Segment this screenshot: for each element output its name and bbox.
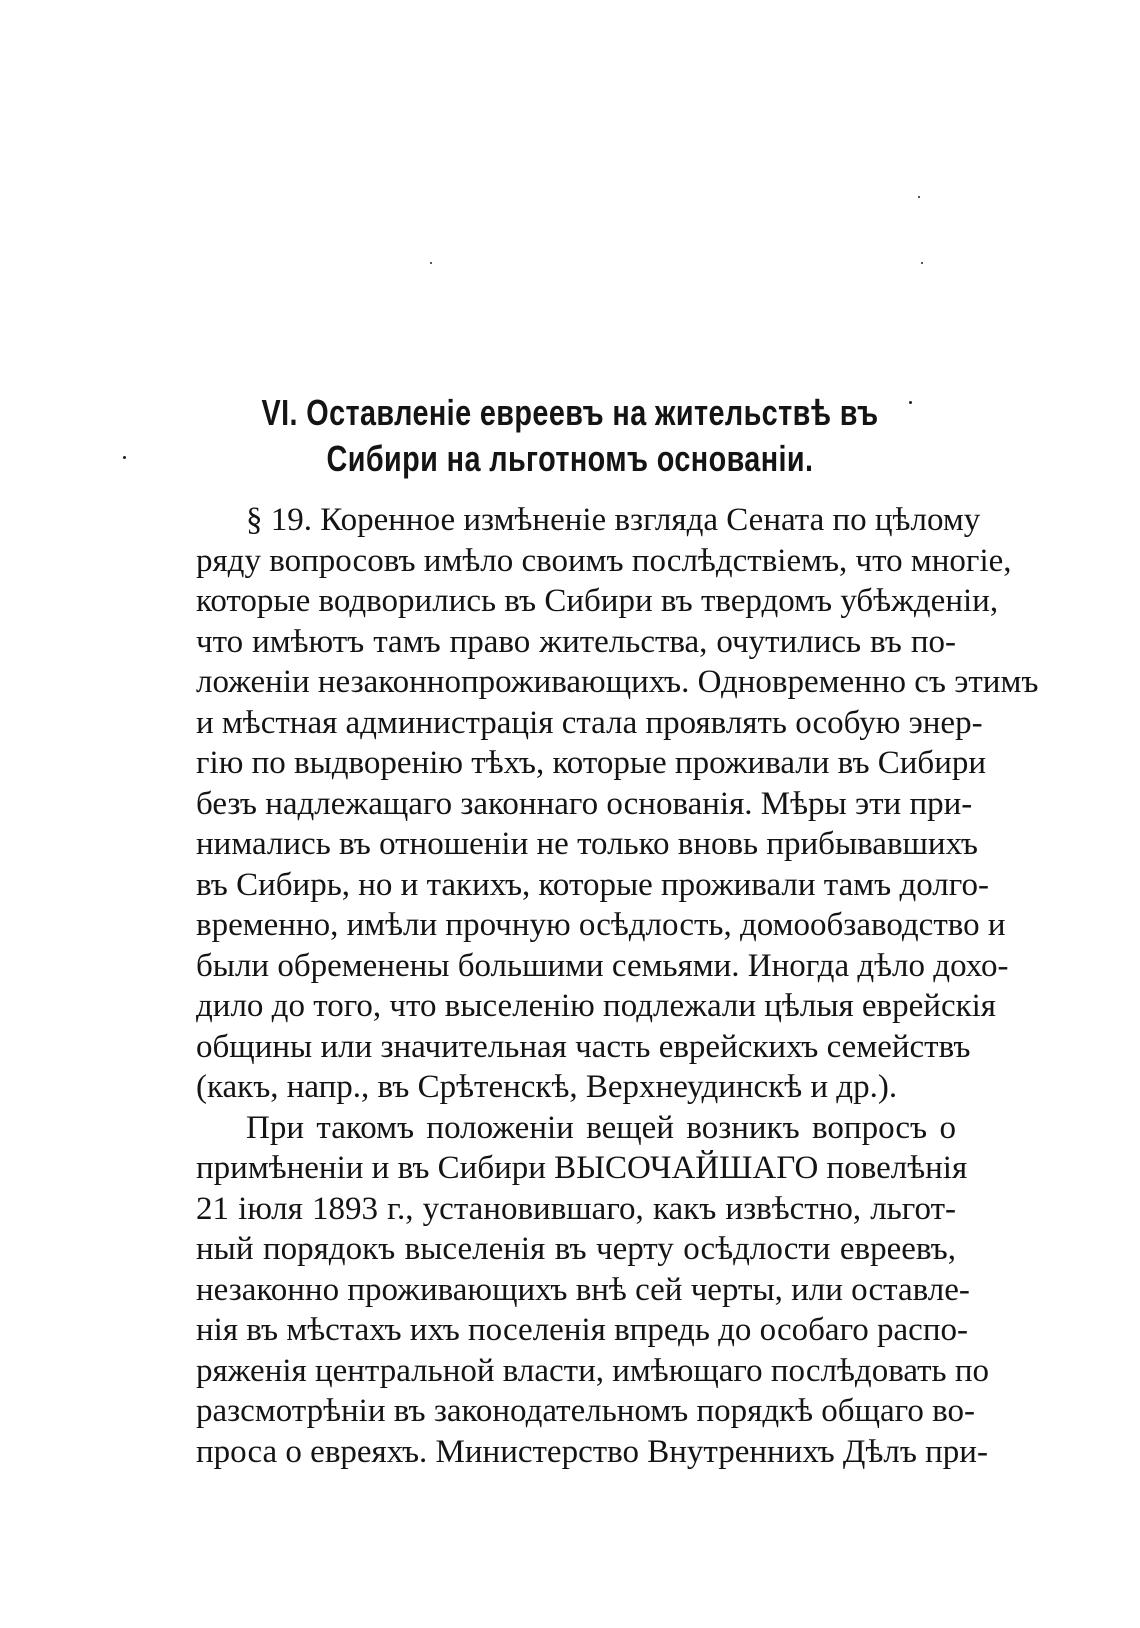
text-line: примѣненіи и въ Сибири ВЫСОЧАЙШАГО повелѣнія <box>196 1150 968 1186</box>
scan-speck <box>909 401 912 404</box>
text-line: общины или значительная часть еврейскихъ семействъ <box>196 1028 971 1065</box>
text-line: дило до того, что выселенію подлежали цѣлыя еврейскія <box>196 988 996 1024</box>
text-line: были обременены большими семьями. Иногда дѣло дохо- <box>196 947 1009 984</box>
text-line: проса о евреяхъ. Министерство Внутреннихъ Дѣлъ при- <box>196 1433 988 1470</box>
text-line: При такомъ положеніи вещей возникъ вопросъ о <box>246 1109 956 1146</box>
text-line: нія въ мѣстахъ ихъ поселенія впредь до особаго распо- <box>196 1312 968 1348</box>
text-line: 21 іюля 1893 г., установившаго, какъ извѣстно, льгот- <box>196 1190 956 1227</box>
text-line: разсмотрѣніи въ законодательномъ порядкѣ общаго во- <box>196 1393 975 1429</box>
text-line: (какъ, напр., въ Срѣтенскѣ, Верхнеудинскѣ и др.). <box>196 1069 898 1105</box>
paragraph-19 <box>196 500 1039 1108</box>
text-line: ный порядокъ выселенія въ черту осѣдлости евреевъ, <box>196 1231 956 1267</box>
text-line: ряду вопросовъ имѣло своимъ послѣдствіемъ, что многіе, <box>196 542 1012 579</box>
text-line: ряженія центральной власти, имѣющаго послѣдовать по <box>196 1352 990 1389</box>
section-heading-line-1: VI. Оставленіе евреевъ на жительствѣ въ <box>261 392 879 433</box>
text-line: гію по выдворенію тѣхъ, которые проживали въ Сибири <box>196 745 987 781</box>
scan-speck <box>918 196 920 198</box>
scan-speck <box>430 262 432 264</box>
text-line: временно, имѣли прочную осѣдлость, домообзаводство и <box>196 907 1006 943</box>
text-line: въ Сибирь, но и такихъ, которые проживали тамъ долго- <box>196 866 989 903</box>
scan-speck <box>921 262 923 264</box>
text-line: § 19. Коренное измѣненіе взгляда Сената по цѣлому <box>246 502 981 538</box>
text-line: которые водворились въ Сибири въ твердомъ убѣжденіи, <box>196 583 999 619</box>
text-line: безъ надлежащаго законнаго основанія. Мѣры эти при- <box>196 785 973 822</box>
body-text <box>196 500 1039 1472</box>
paragraph-2 <box>196 1108 990 1473</box>
section-heading <box>234 390 906 482</box>
text-line: и мѣстная администрація стала проявлять особую энер- <box>196 704 983 741</box>
text-line: что имѣютъ тамъ право жительства, очутились въ по- <box>196 623 956 660</box>
text-line: нимались въ отношеніи не только вновь прибывавшихъ <box>196 826 978 862</box>
section-heading-line-2: Сибири на льготномъ основаніи. <box>326 438 814 479</box>
scan-speck <box>123 456 126 459</box>
text-line: незаконно проживающихъ внѣ сей черты, или оставле- <box>196 1271 970 1308</box>
text-line: ложеніи незаконнопроживающихъ. Одновременно съ этимъ <box>196 664 1039 700</box>
